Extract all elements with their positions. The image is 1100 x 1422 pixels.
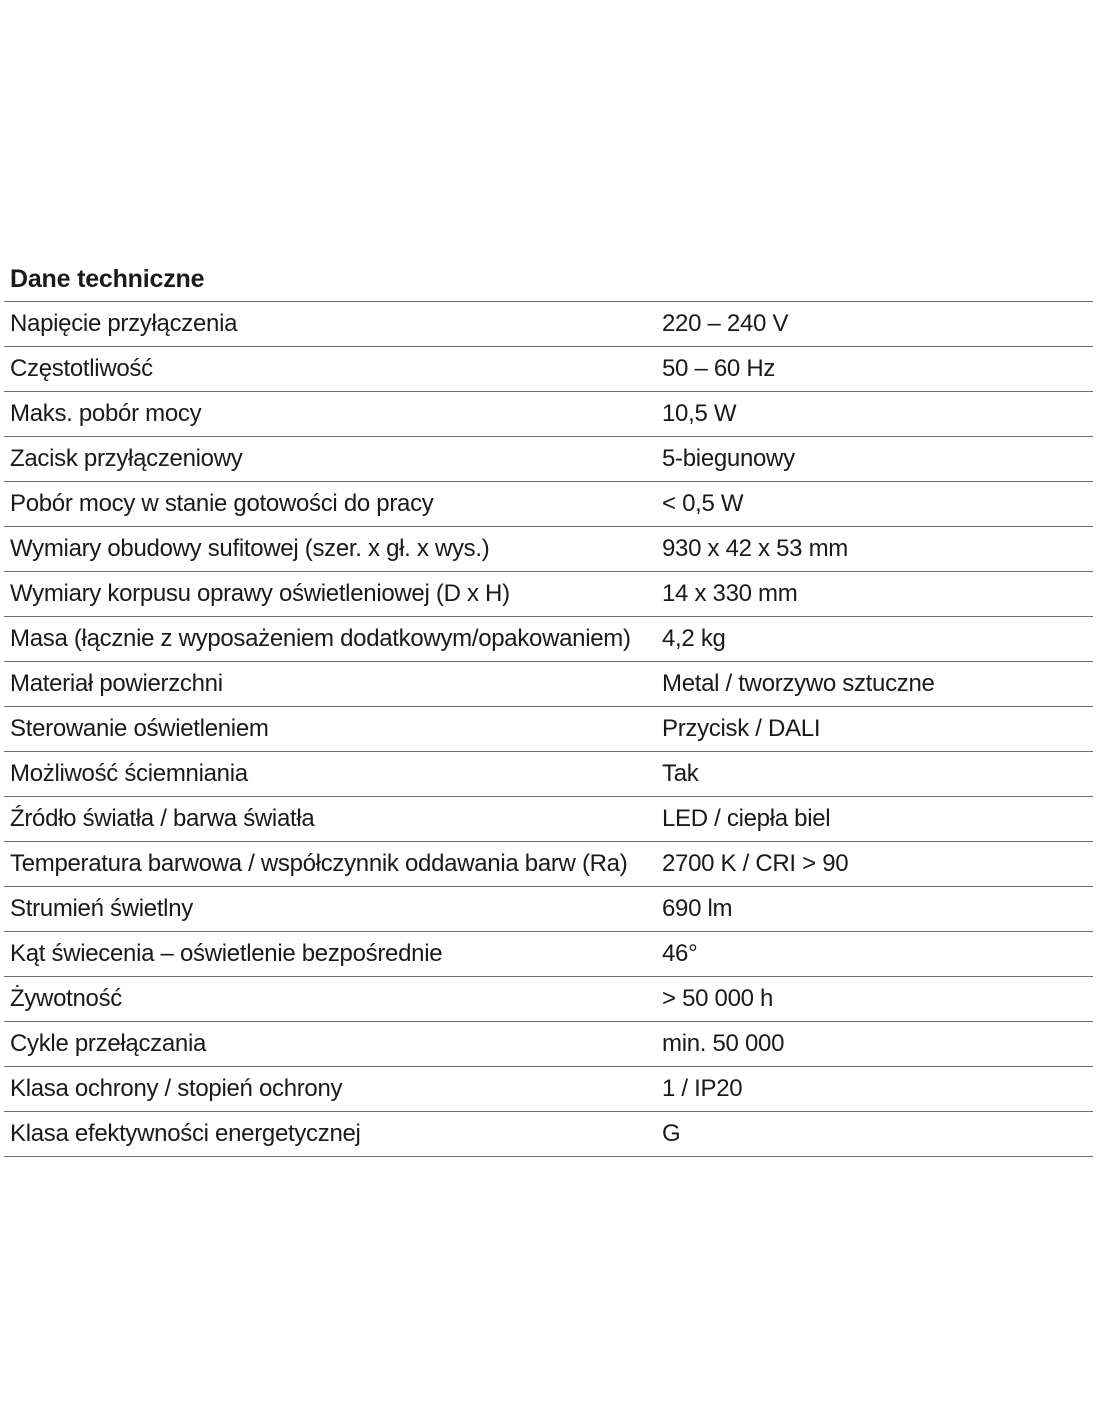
section-title: Dane techniczne — [4, 258, 1093, 302]
spec-label: Napięcie przyłączenia — [10, 310, 238, 337]
spec-value: 5-biegunowy — [662, 445, 795, 472]
table-row — [4, 797, 1093, 842]
table-row — [4, 752, 1093, 797]
spec-label: Klasa ochrony / stopień ochrony — [10, 1075, 343, 1102]
spec-value: 690 lm — [662, 895, 733, 922]
spec-value: min. 50 000 — [662, 1030, 785, 1057]
table-row — [4, 482, 1093, 527]
spec-value: Przycisk / DALI — [662, 715, 821, 742]
table-row — [4, 617, 1093, 662]
spec-label: Wymiary obudowy sufitowej (szer. x gł. x wys.) — [10, 535, 490, 562]
table-row — [4, 887, 1093, 932]
spec-value: 930 x 42 x 53 mm — [662, 535, 848, 562]
spec-label: Kąt świecenia – oświetlenie bezpośrednie — [10, 940, 443, 967]
spec-label: Częstotliwość — [10, 355, 153, 382]
table-row — [4, 977, 1093, 1022]
spec-label: Cykle przełączania — [10, 1030, 207, 1057]
spec-label: Źródło światła / barwa światła — [10, 805, 315, 832]
spec-label: Temperatura barwowa / współczynnik oddawania barw (Ra) — [10, 850, 628, 877]
spec-value: Metal / tworzywo sztuczne — [662, 670, 935, 697]
spec-value: 46° — [662, 940, 698, 967]
spec-value: 1 / IP20 — [662, 1075, 743, 1102]
table-row — [4, 662, 1093, 707]
table-row — [4, 842, 1093, 887]
table-row — [4, 932, 1093, 977]
table-row — [4, 527, 1093, 572]
spec-table — [4, 302, 1093, 1157]
table-row — [4, 572, 1093, 617]
spec-label: Masa (łącznie z wyposażeniem dodatkowym/opakowaniem) — [10, 625, 631, 652]
spec-value: 2700 K / CRI > 90 — [662, 850, 849, 877]
spec-value: G — [662, 1120, 681, 1147]
spec-value: < 0,5 W — [662, 490, 744, 517]
spec-label: Możliwość ściemniania — [10, 760, 248, 787]
spec-value: 220 – 240 V — [662, 310, 789, 337]
spec-label: Żywotność — [10, 985, 123, 1012]
spec-label: Klasa efektywności energetycznej — [10, 1120, 361, 1147]
table-row — [4, 437, 1093, 482]
spec-value: 50 – 60 Hz — [662, 355, 776, 382]
table-row — [4, 347, 1093, 392]
spec-label: Pobór mocy w stanie gotowości do pracy — [10, 490, 434, 517]
table-row — [4, 392, 1093, 437]
table-row — [4, 707, 1093, 752]
spec-label: Maks. pobór mocy — [10, 400, 202, 427]
table-row — [4, 1112, 1093, 1157]
table-row — [4, 1067, 1093, 1112]
spec-label: Wymiary korpusu oprawy oświetleniowej (D x H) — [10, 580, 510, 607]
spec-label: Sterowanie oświetleniem — [10, 715, 269, 742]
table-row — [4, 1022, 1093, 1067]
spec-label: Materiał powierzchni — [10, 670, 223, 697]
spec-value: Tak — [662, 760, 699, 787]
technical-data-section — [4, 258, 1093, 1157]
spec-label: Strumień świetlny — [10, 895, 193, 922]
spec-value: 10,5 W — [662, 400, 737, 427]
spec-label: Zacisk przyłączeniowy — [10, 445, 243, 472]
spec-value: LED / ciepła biel — [662, 805, 831, 832]
spec-value: 4,2 kg — [662, 625, 726, 652]
spec-value: 14 x 330 mm — [662, 580, 798, 607]
spec-value: > 50 000 h — [662, 985, 774, 1012]
table-row — [4, 302, 1093, 347]
